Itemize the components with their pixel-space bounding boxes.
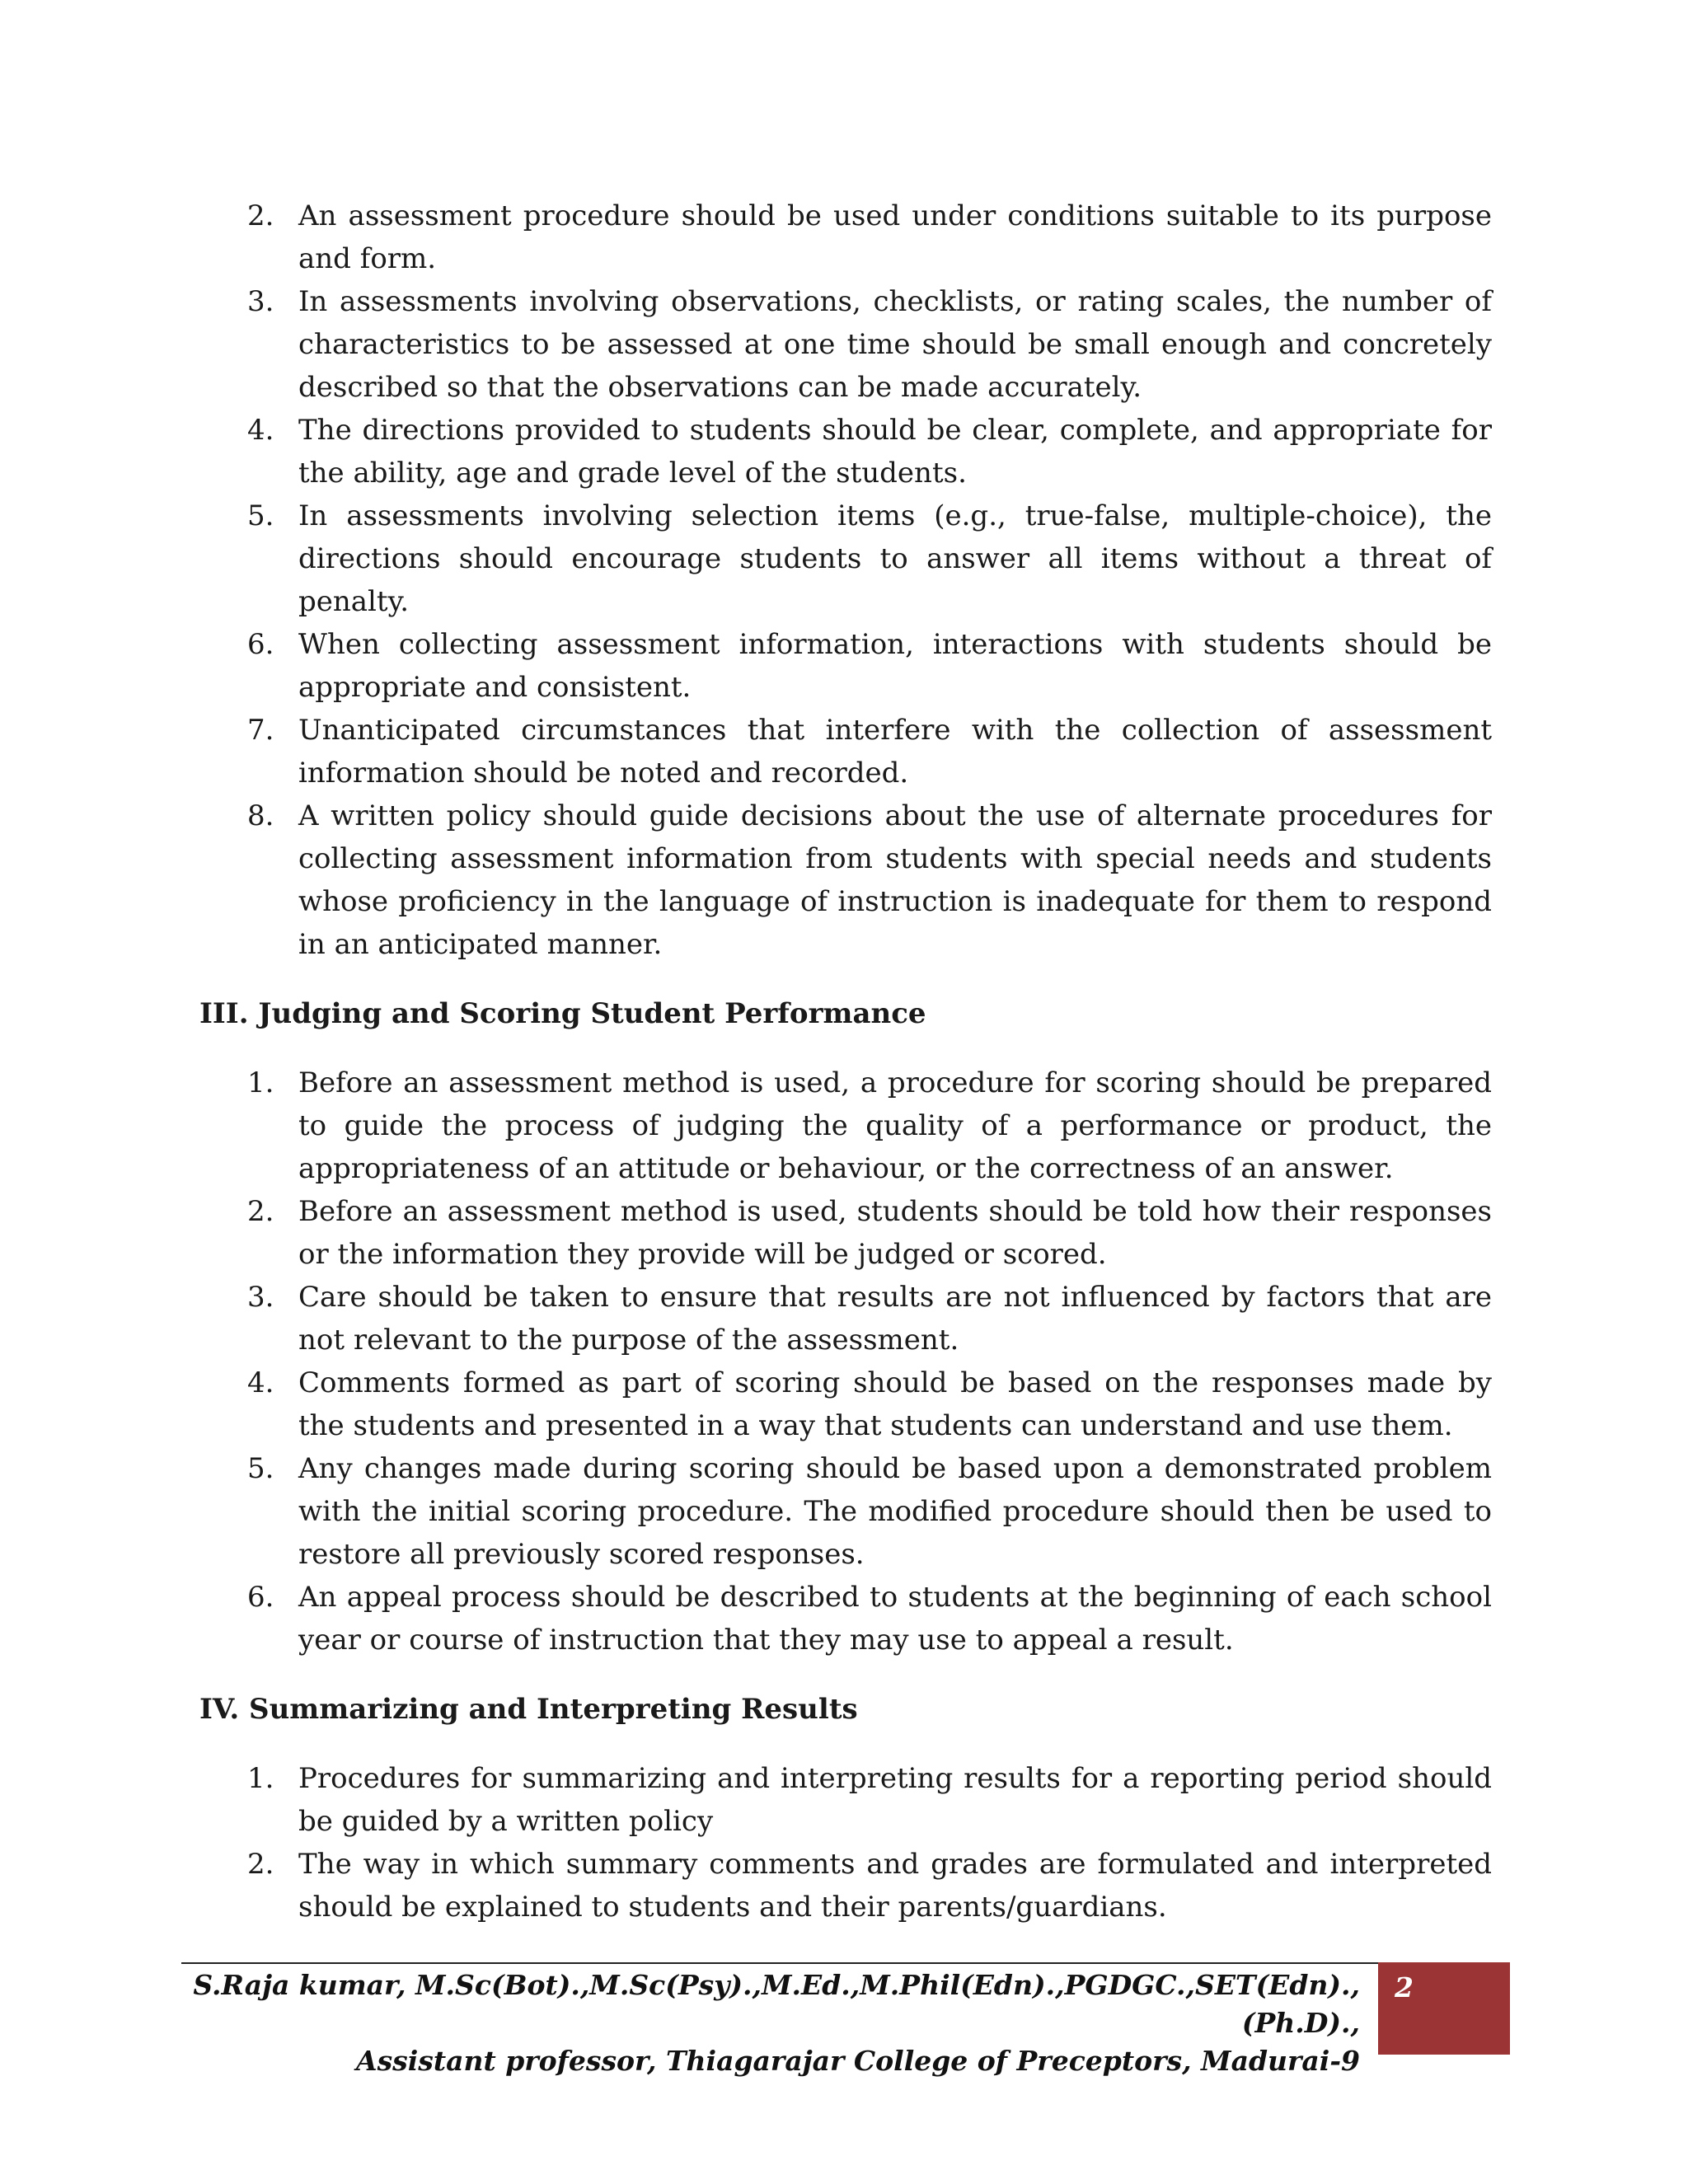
list-item-text: Before an assessment method is used, a procedure for scoring should be prepared to guide the process of judging the quality of a performance or product, the appropriateness of an attitude or behaviour, or the correctness of an answer.: [298, 1066, 1492, 1185]
list-item-text: In assessments involving observations, checklists, or rating scales, the number of characteristics to be assessed at one time should be small enough and concretely described so that the observations can be made accurately.: [298, 285, 1492, 404]
list-item: 4. The directions provided to students should be clear, complete, and appropriate for the ability, age and grade level of the students.: [247, 414, 1492, 490]
list-item: 5. Any changes made during scoring should be based upon a demonstrated problem with the initial scoring procedure. The modified procedure should then be used to restore all previously scored responses.: [247, 1452, 1492, 1571]
list-item: 6. An appeal process should be described to students at the beginning of each school year or course of instruction that they may use to appeal a result.: [247, 1581, 1492, 1657]
continued-list: [199, 194, 1492, 966]
list-item: 3. In assessments involving observations, checklists, or rating scales, the number of characteristics to be assessed at one time should be small enough and concretely described so that the observations can be made accurately.: [247, 285, 1492, 404]
list-item: 2. The way in which summary comments and grades are formulated and interpreted should be explained to students and their parents/guardians.: [247, 1848, 1492, 1924]
summarizing-results-list: [199, 1757, 1492, 1929]
page-number: 2: [1395, 1971, 1414, 2004]
list-item-text: Procedures for summarizing and interpreting results for a reporting period should be guided by a written policy: [298, 1762, 1492, 1838]
list-item-text: A written policy should guide decisions about the use of alternate procedures for collecting assessment information from students with special needs and students whose proficiency in the language of instruction is inadequate for them to respond in an anticipated manner.: [298, 799, 1492, 961]
list-item-text: An assessment procedure should be used under conditions suitable to its purpose and form.: [298, 199, 1492, 275]
list-item: 4. Comments formed as part of scoring should be based on the responses made by the students and presented in a way that students can understand and use them.: [247, 1366, 1492, 1442]
list-item-text: Any changes made during scoring should be based upon a demonstrated problem with the initial scoring procedure. The modified procedure should then be used to restore all previously scored responses.: [298, 1452, 1492, 1571]
footer-author-line: S.Raja kumar, M.Sc(Bot).,M.Sc(Psy).,M.Ed.,M.Phil(Edn).,PGDGC.,SET(Edn).,(Ph.D).,: [193, 1969, 1360, 2039]
list-item: 7. Unanticipated circumstances that interfere with the collection of assessment information should be noted and recorded.: [247, 714, 1492, 790]
page-number-badge: [1378, 1962, 1510, 2055]
list-item: 5. In assessments involving selection items (e.g., true-false, multiple-choice), the directions should encourage students to answer all items without a threat of penalty.: [247, 499, 1492, 618]
list-item-text: Care should be taken to ensure that results are not influenced by factors that are not relevant to the purpose of the assessment.: [298, 1281, 1492, 1357]
list-item-text: An appeal process should be described to students at the beginning of each school year or course of instruction that they may use to appeal a result.: [298, 1581, 1492, 1657]
list-item-text: Comments formed as part of scoring should be based on the responses made by the students and presented in a way that students can understand and use them.: [298, 1366, 1492, 1442]
list-item-text: When collecting assessment information, interactions with students should be appropriate and consistent.: [298, 628, 1492, 704]
list-item: 2. Before an assessment method is used, students should be told how their responses or the information they provide will be judged or scored.: [247, 1195, 1492, 1271]
footer-divider: [181, 1962, 1379, 1964]
section-heading-summarizing-results: IV. Summarizing and Interpreting Results: [199, 1693, 858, 1726]
footer-author-credit: [181, 1966, 1360, 2080]
list-item: 1. Procedures for summarizing and interpreting results for a reporting period should be guided by a written policy: [247, 1762, 1492, 1838]
footer-affiliation-line: Assistant professor, Thiagarajar College of Preceptors, Madurai-9: [355, 2045, 1360, 2077]
judging-scoring-list: [199, 1062, 1492, 1661]
list-item: 2. An assessment procedure should be used under conditions suitable to its purpose and form.: [247, 199, 1492, 275]
list-item: 3. Care should be taken to ensure that results are not influenced by factors that are not relevant to the purpose of the assessment.: [247, 1281, 1492, 1357]
list-item-text: The directions provided to students should be clear, complete, and appropriate for the ability, age and grade level of the students.: [298, 414, 1492, 490]
list-item-text: In assessments involving selection items (e.g., true-false, multiple-choice), the directions should encourage students to answer all items without a threat of penalty.: [298, 499, 1492, 618]
list-item: 8. A written policy should guide decisions about the use of alternate procedures for collecting assessment information from students with special needs and students whose proficiency in the language of instruction is inadequate for them to respond in an anticipated manner.: [247, 799, 1492, 961]
page-content: [199, 194, 1492, 1929]
list-item-text: The way in which summary comments and grades are formulated and interpreted should be explained to students and their parents/guardians.: [298, 1848, 1492, 1924]
list-item: 6. When collecting assessment information, interactions with students should be appropriate and consistent.: [247, 628, 1492, 704]
list-item-text: Before an assessment method is used, students should be told how their responses or the information they provide will be judged or scored.: [298, 1195, 1492, 1271]
list-item-text: Unanticipated circumstances that interfere with the collection of assessment information should be noted and recorded.: [298, 714, 1492, 790]
list-item: 1. Before an assessment method is used, a procedure for scoring should be prepared to guide the process of judging the quality of a performance or product, the appropriateness of an attitude or behaviour, or the correctness of an answer.: [247, 1066, 1492, 1185]
section-heading-judging-scoring: III. Judging and Scoring Student Performance: [199, 997, 926, 1030]
